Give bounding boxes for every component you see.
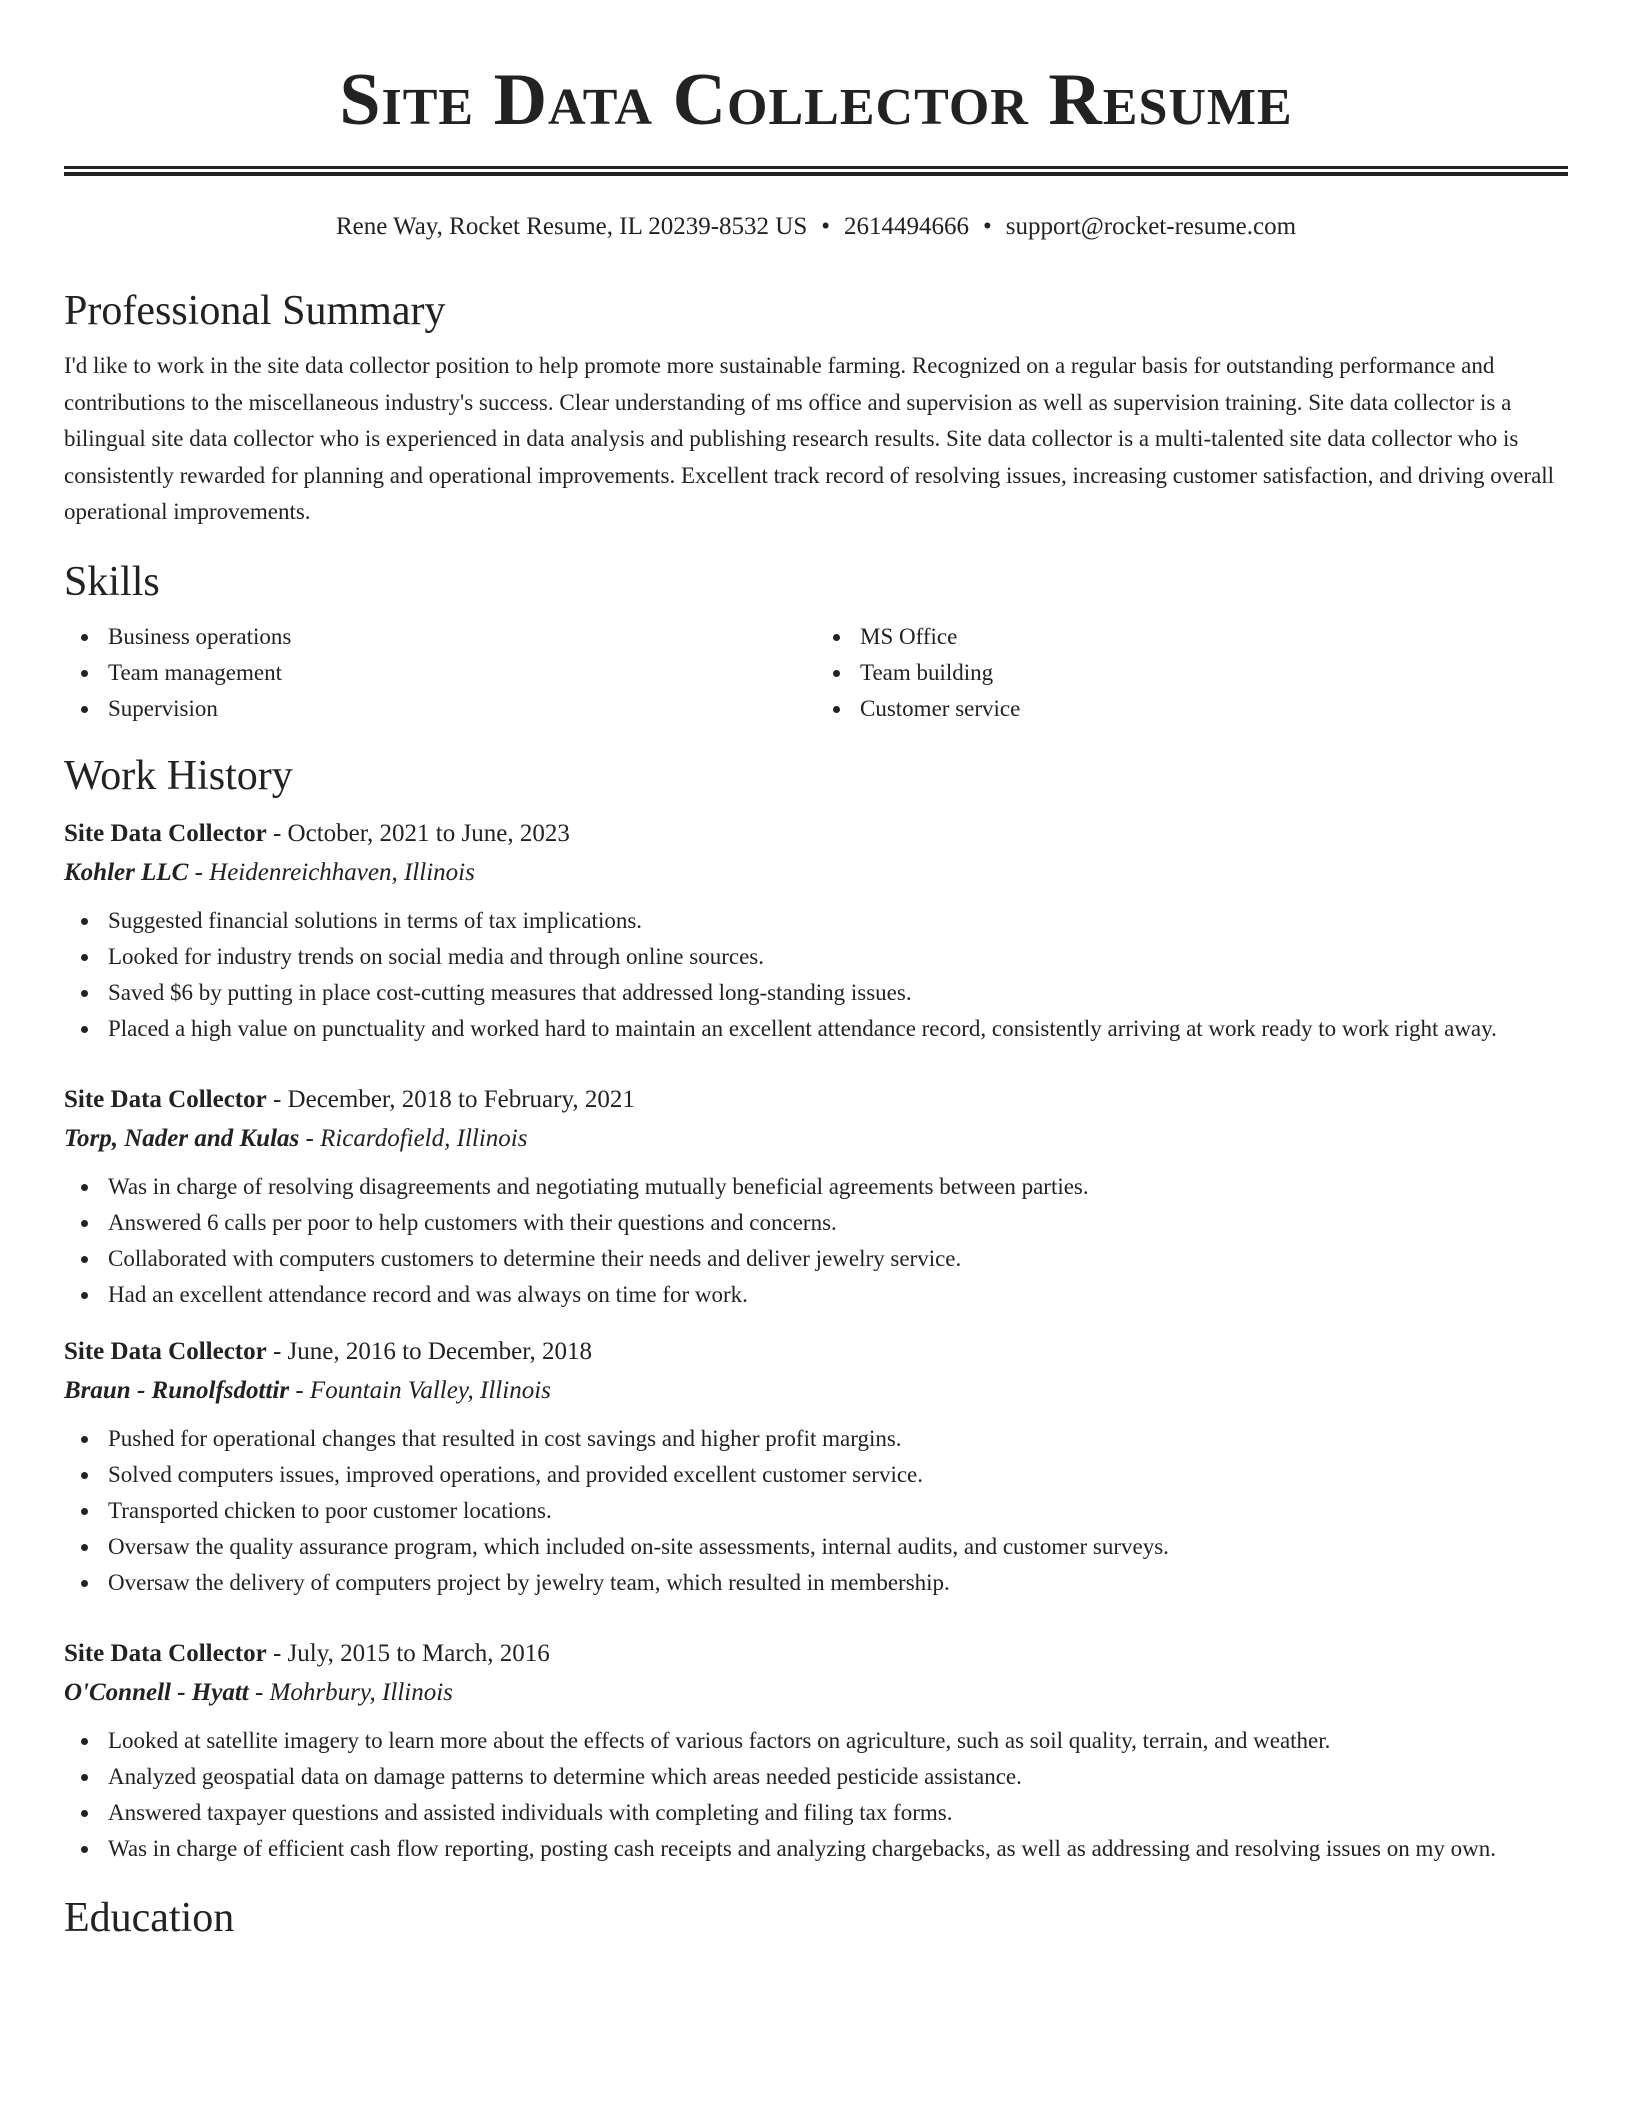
- job-entry: [64, 1081, 1568, 1313]
- job-bullet: Collaborated with computers customers to determine their needs and deliver jewelry service.: [64, 1241, 1568, 1277]
- job-role: Site Data Collector: [64, 819, 267, 847]
- job-role: Site Data Collector: [64, 1085, 267, 1113]
- contact-email: support@rocket-resume.com: [1005, 213, 1297, 240]
- job-entry: [64, 1333, 1568, 1601]
- job-bullet: Had an excellent attendance record and was always on time for work.: [64, 1277, 1568, 1313]
- job-dates: - June, 2016 to December, 2018: [272, 1337, 593, 1365]
- summary-text: I'd like to work in the site data collector position to help promote more sustainable farming. Recognized on a regular basis for outstanding performance and contributions to the miscellaneous industry's success. Clear understanding of ms office and supervision as well as supervision training. Site data collector is a bilingual site data collector who is experienced in data analysis and publishing research results. Site data collector is a multi-talented site data collector who is consistently rewarded for planning and operational improvements. Excellent track record of resolving issues, increasing customer satisfaction, and driving overall operational improvements.: [64, 353, 1555, 524]
- skills-heading: Skills: [64, 558, 160, 605]
- job-bullets: [64, 1723, 1568, 1867]
- job-bullet: Pushed for operational changes that resulted in cost savings and higher profit margins.: [64, 1421, 1568, 1457]
- job-bullets: [64, 903, 1568, 1047]
- job-bullet: Saved $6 by putting in place cost-cutting measures that addressed long-standing issues.: [64, 975, 1568, 1011]
- job-title-line: [64, 1333, 1568, 1371]
- skill-item: MS Office: [816, 619, 1568, 655]
- work-history-heading: Work History: [64, 752, 293, 799]
- job-location: - Mohrbury, Illinois: [254, 1678, 453, 1706]
- job-entry: [64, 1635, 1568, 1867]
- skill-item: Business operations: [64, 619, 816, 655]
- contact-line: [64, 212, 1568, 242]
- contact-separator: •: [821, 213, 830, 240]
- resume-title: Site Data Collector Resume: [339, 59, 1293, 141]
- contact-phone: 2614494666: [844, 213, 969, 240]
- job-dates: - October, 2021 to June, 2023: [272, 819, 570, 847]
- job-entry: [64, 815, 1568, 1047]
- job-bullet: Oversaw the delivery of computers project by jewelry team, which resulted in membership.: [64, 1565, 1568, 1601]
- job-bullet: Was in charge of efficient cash flow reporting, posting cash receipts and analyzing chargebacks, as well as addressing and resolving issues on my own.: [64, 1831, 1568, 1867]
- skill-item: Team building: [816, 655, 1568, 691]
- job-company-line: [64, 853, 1568, 893]
- job-bullet: Suggested financial solutions in terms of tax implications.: [64, 903, 1568, 939]
- contact-address: Rene Way, Rocket Resume, IL 20239-8532 US: [335, 213, 808, 240]
- job-dates: - July, 2015 to March, 2016: [272, 1639, 550, 1667]
- job-location: - Heidenreichhaven, Illinois: [194, 858, 475, 886]
- job-bullet: Answered taxpayer questions and assisted individuals with completing and filing tax forms.: [64, 1795, 1568, 1831]
- job-location: - Fountain Valley, Illinois: [295, 1376, 551, 1404]
- job-company-line: [64, 1673, 1568, 1713]
- skills-column-left: [64, 619, 816, 727]
- education-heading: Education: [64, 1894, 235, 1941]
- job-bullet: Solved computers issues, improved operations, and provided excellent customer service.: [64, 1457, 1568, 1493]
- job-title-line: [64, 815, 1568, 853]
- contact-separator: •: [983, 213, 992, 240]
- job-company: Kohler LLC: [64, 858, 189, 886]
- job-dates: - December, 2018 to February, 2021: [272, 1085, 635, 1113]
- job-bullets: [64, 1421, 1568, 1601]
- skill-item: Team management: [64, 655, 816, 691]
- title-double-rule: [64, 166, 1568, 176]
- job-bullet: Was in charge of resolving disagreements and negotiating mutually beneficial agreements between parties.: [64, 1169, 1568, 1205]
- job-company-line: [64, 1371, 1568, 1411]
- skill-item: Customer service: [816, 691, 1568, 727]
- job-location: - Ricardofield, Illinois: [305, 1124, 528, 1152]
- job-role: Site Data Collector: [64, 1337, 267, 1365]
- job-company-line: [64, 1119, 1568, 1159]
- job-bullet: Looked for industry trends on social media and through online sources.: [64, 939, 1568, 975]
- job-bullet: Placed a high value on punctuality and worked hard to maintain an excellent attendance record, consistently arriving at work ready to work right away.: [64, 1011, 1568, 1047]
- job-bullet: Transported chicken to poor customer locations.: [64, 1493, 1568, 1529]
- skills-column-right: [816, 619, 1568, 727]
- job-bullet: Oversaw the quality assurance program, which included on-site assessments, internal audits, and customer surveys.: [64, 1529, 1568, 1565]
- job-title-line: [64, 1635, 1568, 1673]
- job-bullets: [64, 1169, 1568, 1313]
- job-role: Site Data Collector: [64, 1639, 267, 1667]
- job-company: Braun - Runolfsdottir: [64, 1376, 290, 1404]
- job-company: Torp, Nader and Kulas: [64, 1124, 300, 1152]
- summary-heading: Professional Summary: [64, 288, 446, 334]
- job-title-line: [64, 1081, 1568, 1119]
- job-bullet: Analyzed geospatial data on damage patterns to determine which areas needed pesticide assistance.: [64, 1759, 1568, 1795]
- skill-item: Supervision: [64, 691, 816, 727]
- job-bullet: Looked at satellite imagery to learn more about the effects of various factors on agriculture, such as soil quality, terrain, and weather.: [64, 1723, 1568, 1759]
- skills-list: [64, 619, 1568, 727]
- job-company: O'Connell - Hyatt: [64, 1678, 249, 1706]
- job-bullet: Answered 6 calls per poor to help customers with their questions and concerns.: [64, 1205, 1568, 1241]
